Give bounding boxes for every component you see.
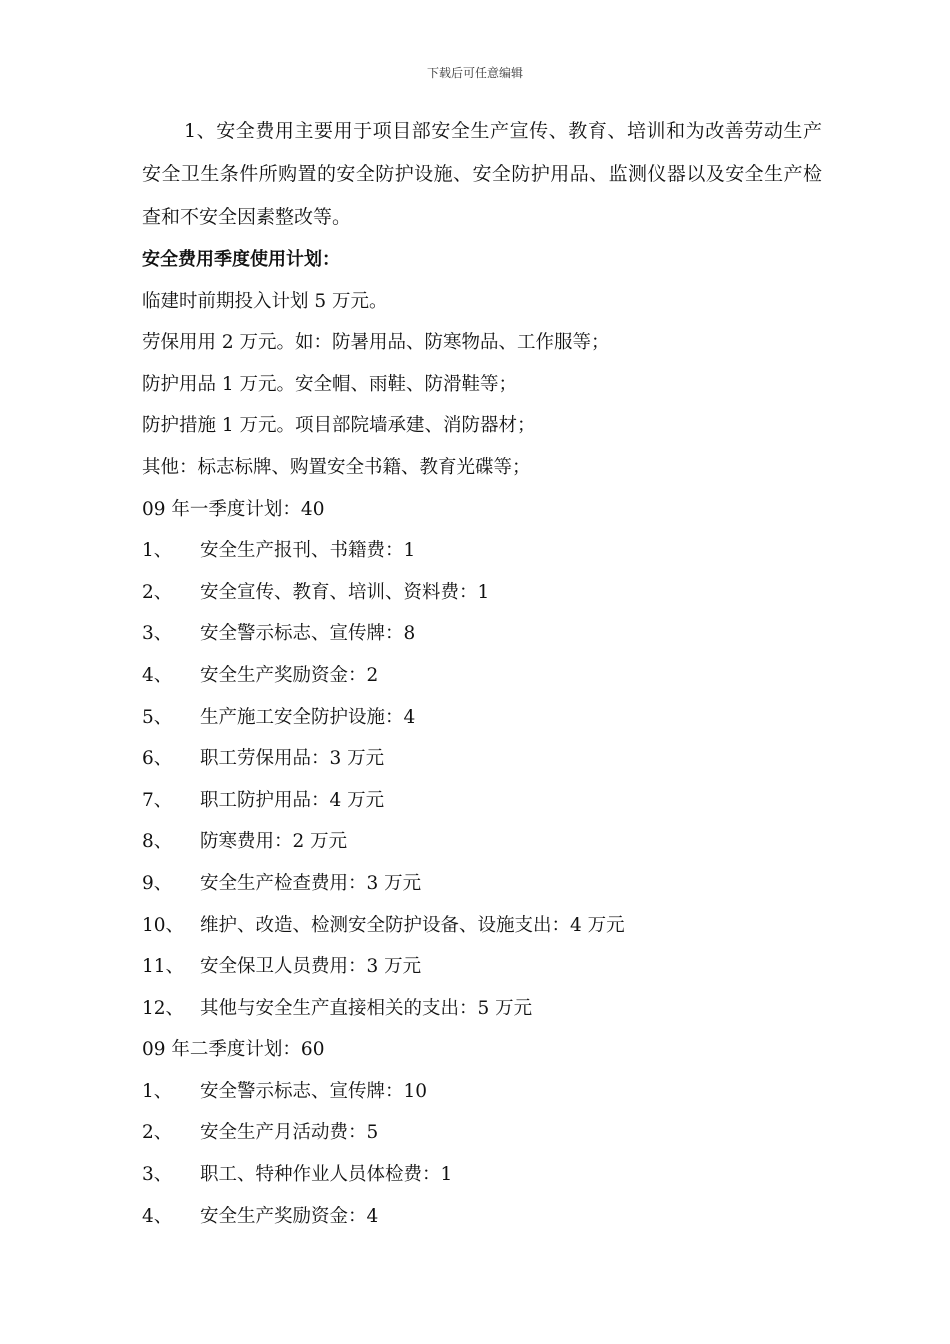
item-number: 5、 <box>142 706 173 728</box>
q1-title: 09 年一季度计划：40 <box>142 498 325 520</box>
item-text: 安全警示标志、宣传牌：8 <box>200 623 416 645</box>
item-text: 安全生产检查费用：3 万元 <box>200 872 422 894</box>
intro-paragraph: 1、安全费用主要用于项目部安全生产宣传、教育、培训和为改善劳动生产安全卫生条件所购置的安全防护设施、安全防护用品、监测仪器以及安全生产检查和不安全因素整改等。 <box>142 120 822 228</box>
list-item <box>142 1196 822 1238</box>
item-number: 7、 <box>142 789 173 811</box>
q2-list <box>142 1071 822 1237</box>
item-number: 4、 <box>142 1205 173 1227</box>
list-item <box>142 613 822 655</box>
item-text: 安全生产报刊、书籍费：1 <box>200 540 416 562</box>
plan-line: 劳保用用 2 万元。如：防暑用品、防寒物品、工作服等； <box>142 332 610 354</box>
plan-line: 其他：标志标牌、购置安全书籍、教育光碟等； <box>142 456 531 478</box>
page-header: 下载后可任意编辑 <box>426 66 523 80</box>
q1-list <box>142 530 822 1029</box>
item-text: 安全生产月活动费：5 <box>200 1122 379 1144</box>
item-number: 6、 <box>142 748 173 770</box>
list-item <box>142 905 822 947</box>
item-number: 10、 <box>142 914 185 936</box>
list-item <box>142 655 822 697</box>
list-item <box>142 1112 822 1154</box>
item-text: 职工、特种作业人员体检费：1 <box>200 1164 453 1186</box>
document-body <box>142 110 822 1237</box>
item-text: 安全宣传、教育、培训、资料费：1 <box>200 581 490 603</box>
plan-line: 防护措施 1 万元。项目部院墙承建、消防器材； <box>142 415 536 437</box>
item-number: 8、 <box>142 831 173 853</box>
item-text: 安全警示标志、宣传牌：10 <box>200 1080 428 1102</box>
list-item <box>142 1071 822 1113</box>
item-number: 1、 <box>142 1080 173 1102</box>
item-text: 维护、改造、检测安全防护设备、设施支出：4 万元 <box>200 914 625 936</box>
list-item <box>142 697 822 739</box>
item-number: 3、 <box>142 623 173 645</box>
item-text: 安全生产奖励资金：4 <box>200 1205 379 1227</box>
list-item <box>142 530 822 572</box>
item-text: 其他与安全生产直接相关的支出：5 万元 <box>200 997 533 1019</box>
list-item <box>142 572 822 614</box>
item-number: 1、 <box>142 540 173 562</box>
item-number: 12、 <box>142 997 185 1019</box>
q2-title: 09 年二季度计划：60 <box>142 1039 325 1061</box>
item-text: 职工劳保用品：3 万元 <box>200 748 385 770</box>
item-number: 2、 <box>142 1122 173 1144</box>
plan-heading: 安全费用季度使用计划： <box>142 249 340 270</box>
item-text: 安全保卫人员费用：3 万元 <box>200 956 422 978</box>
list-item <box>142 780 822 822</box>
list-item <box>142 946 822 988</box>
item-number: 11、 <box>142 956 185 978</box>
item-number: 3、 <box>142 1164 173 1186</box>
item-text: 防寒费用：2 万元 <box>200 831 348 853</box>
item-number: 4、 <box>142 664 173 686</box>
item-number: 9、 <box>142 872 173 894</box>
plan-line: 防护用品 1 万元。安全帽、雨鞋、防滑鞋等； <box>142 373 518 395</box>
list-item <box>142 821 822 863</box>
list-item <box>142 863 822 905</box>
item-number: 2、 <box>142 581 173 603</box>
item-text: 职工防护用品：4 万元 <box>200 789 385 811</box>
list-item <box>142 738 822 780</box>
list-item <box>142 988 822 1030</box>
item-text: 生产施工安全防护设施：4 <box>200 706 416 728</box>
list-item <box>142 1154 822 1196</box>
plan-line: 临建时前期投入计划 5 万元。 <box>142 290 388 312</box>
item-text: 安全生产奖励资金：2 <box>200 664 379 686</box>
